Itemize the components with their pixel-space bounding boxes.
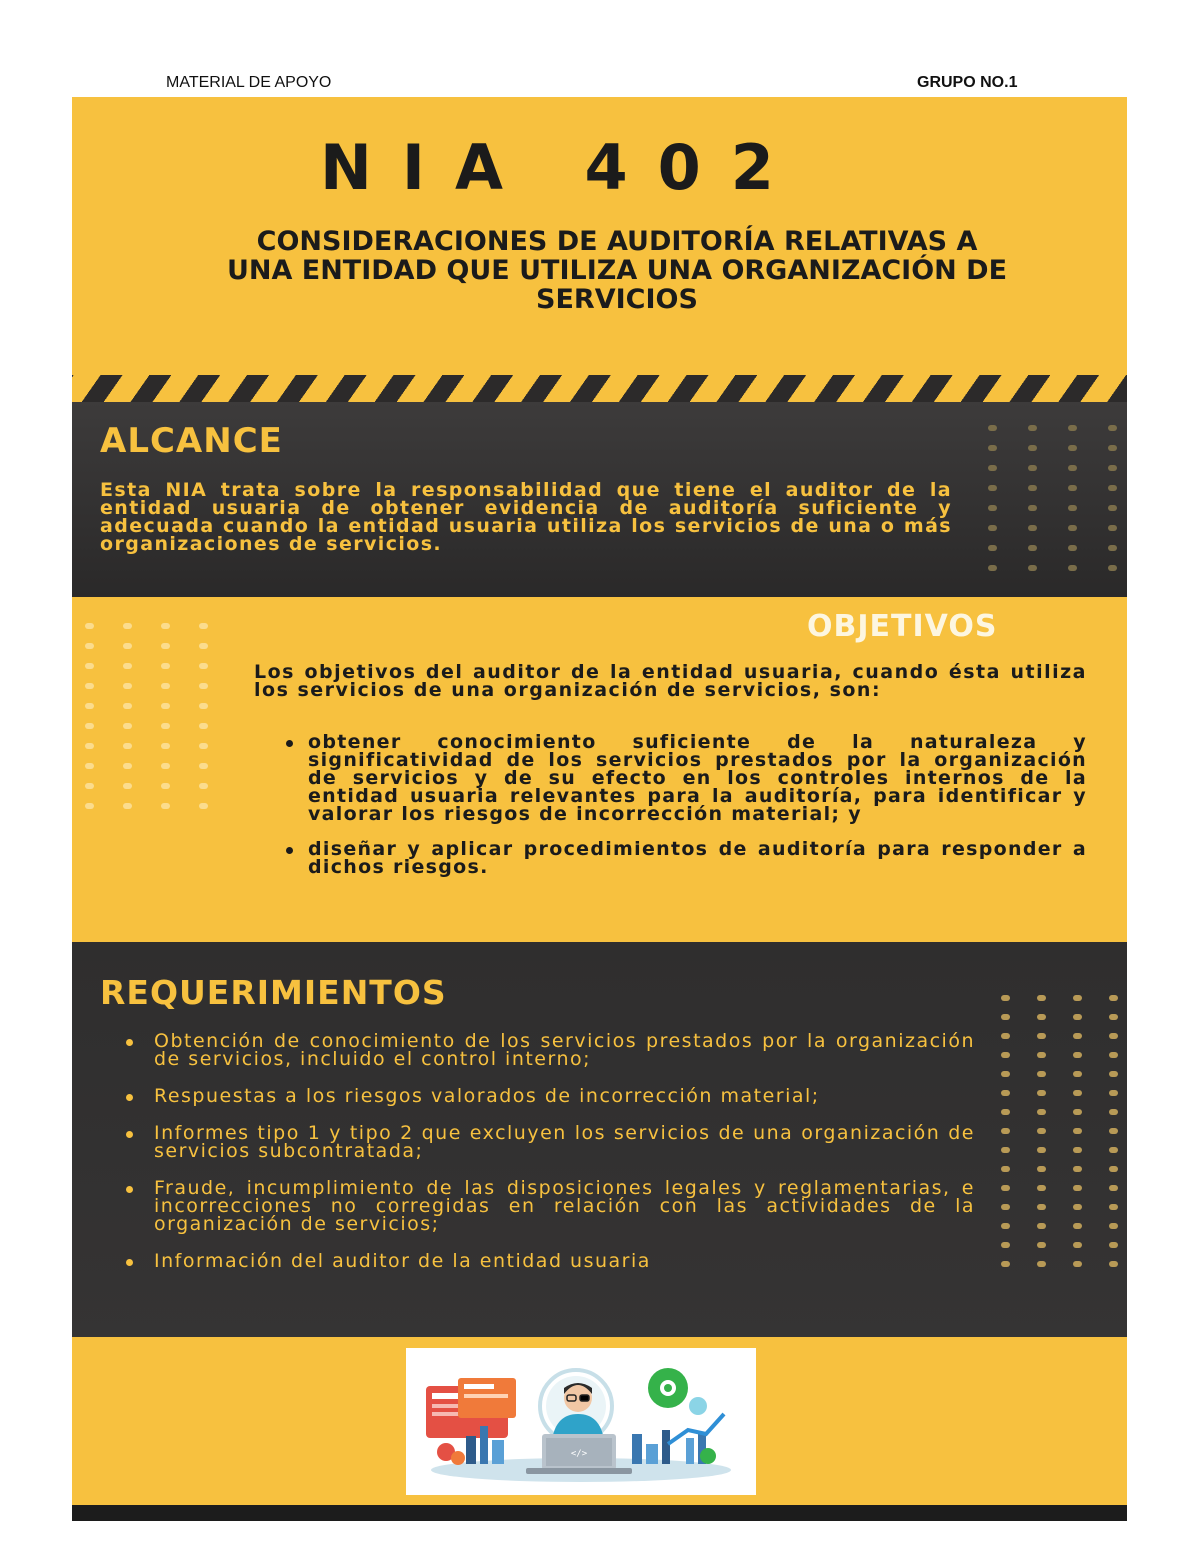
decorative-dot-grid (1001, 995, 1118, 1267)
objetivos-list (284, 733, 1087, 893)
hazard-stripes-divider (72, 375, 1127, 405)
list-item: obtener conocimiento suficiente de la naturaleza y significatividad de los servicios prestados por la organización de servicios y de su efecto en los controles internos de la entidad usuaria relevantes para la auditoría, para identificar y valorar los riesgos de incorrección material; y (284, 733, 1087, 823)
poster-subtitle: CONSIDERACIONES DE AUDITORÍA RELATIVAS A UNA ENTIDAD QUE UTILIZA UNA ORGANIZACIÓN DE SERVICIOS (226, 226, 1008, 315)
header-right-label: GRUPO NO.1 (917, 74, 1018, 91)
alcance-body: Esta NIA trata sobre la responsabilidad que tiene el auditor de la entidad usuaria de obtener evidencia de auditoría suficiente y adecuada cuando la entidad usuaria utiliza los servicios de una o más organizaciones de servicios. (100, 479, 952, 555)
decorative-dot-grid (988, 425, 1117, 571)
poster-title: NIA 402 (320, 131, 804, 204)
bottom-dark-bar (72, 1505, 1127, 1521)
requerimientos-heading: REQUERIMIENTOS (100, 973, 447, 1012)
auditor-illustration (406, 1348, 756, 1495)
auditor-at-laptop-icon (406, 1348, 756, 1495)
list-item: Informes tipo 1 y tipo 2 que excluyen los servicios de una organización de servicios subcontratada; (122, 1124, 975, 1160)
list-item: Respuestas a los riesgos valorados de incorrección material; (122, 1087, 975, 1105)
code-label: </> (570, 1449, 588, 1459)
list-item: Obtención de conocimiento de los servicios prestados por la organización de servicios, incluido el control interno; (122, 1032, 975, 1068)
objetivos-intro: Los objetivos del auditor de la entidad usuaria, cuando ésta utiliza los servicios de una organización de servicios, son: (254, 661, 1087, 701)
requerimientos-list (122, 1032, 975, 1289)
infographic-poster (72, 97, 1127, 1521)
objetivos-heading: OBJETIVOS (807, 609, 998, 644)
list-item: diseñar y aplicar procedimientos de auditoría para responder a dichos riesgos. (284, 840, 1087, 876)
list-item: Fraude, incumplimiento de las disposiciones legales y reglamentarias, e incorrecciones no corregidas en relación con las actividades de la organización de servicios; (122, 1179, 975, 1233)
list-item: Información del auditor de la entidad usuaria (122, 1252, 975, 1270)
header-left-label: MATERIAL DE APOYO (166, 74, 332, 91)
decorative-dot-grid (85, 623, 208, 809)
alcance-heading: ALCANCE (100, 421, 283, 461)
